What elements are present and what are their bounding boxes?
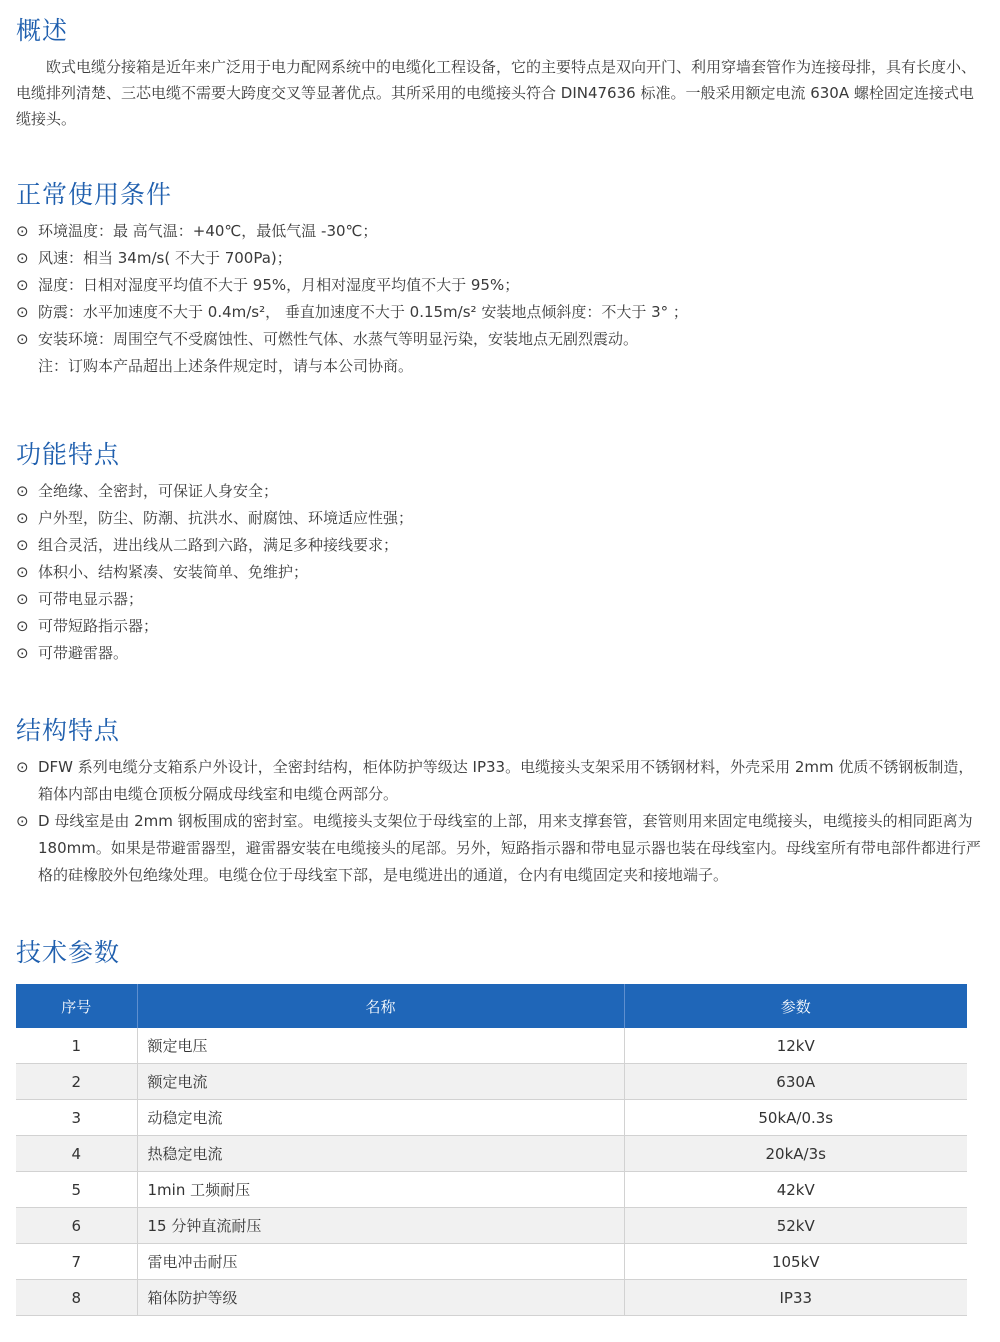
feature-text: 户外型，防尘、防潮、抗洪水、耐腐蚀、环境适应性强；: [38, 509, 414, 527]
conditions-note: 注：订购本产品超出上述条件规定时，请与本公司协商。: [38, 357, 414, 375]
bullet-icon: ⊙: [16, 812, 29, 830]
row-value: 42kV: [624, 1172, 967, 1208]
table-row: [16, 1208, 967, 1244]
condition-text: 湿度：日相对湿度平均值不大于 95%，月相对湿度平均值不大于 95%；: [38, 276, 520, 294]
list-item: [16, 532, 982, 559]
table-row: [16, 1280, 967, 1316]
list-item: [16, 640, 982, 667]
row-index: 3: [16, 1100, 137, 1136]
table-row: [16, 1244, 967, 1280]
row-value: 105kV: [624, 1244, 967, 1280]
structure-section: [16, 714, 982, 889]
bullet-icon: ⊙: [16, 644, 29, 662]
feature-text: 体积小、结构紧凑、安装简单、免维护；: [38, 563, 309, 581]
list-item: [16, 478, 982, 505]
row-name: 额定电压: [137, 1028, 624, 1064]
bullet-icon: ⊙: [16, 330, 29, 348]
list-item: [16, 586, 982, 613]
table-row: [16, 1172, 967, 1208]
overview-heading: 概述: [16, 16, 69, 45]
list-item: [16, 505, 982, 532]
header-value: 参数: [624, 984, 967, 1028]
feature-text: 可带电显示器；: [38, 590, 144, 608]
features-list: [16, 478, 982, 667]
row-index: 4: [16, 1136, 137, 1172]
row-value: 630A: [624, 1064, 967, 1100]
bullet-icon: ⊙: [16, 482, 29, 500]
row-name: 热稳定电流: [137, 1136, 624, 1172]
structure-text: DFW 系列电缆分支箱系户外设计，全密封结构，柜体防护等级达 IP33。电缆接头支架采用不锈钢材料，外壳采用 2mm 优质不锈钢板制造，箱体内部由电缆仓顶板分隔成母线室和电缆仓两部分。: [38, 758, 974, 803]
bullet-icon: ⊙: [16, 509, 29, 527]
condition-text: 环境温度：最 高气温：+40℃，最低气温 -30℃；: [38, 222, 378, 240]
row-name: 箱体防护等级: [137, 1280, 624, 1316]
feature-text: 可带避雷器。: [38, 644, 129, 662]
features-heading: 功能特点: [16, 440, 121, 469]
condition-text: 防震：水平加速度不大于 0.4m/s²， 垂直加速度不大于 0.15m/s² 安装地点倾斜度：不大于 3° ；: [38, 303, 688, 321]
list-item: [16, 218, 982, 245]
bullet-icon: ⊙: [16, 222, 29, 240]
row-name: 雷电冲击耐压: [137, 1244, 624, 1280]
feature-text: 全绝缘、全密封，可保证人身安全；: [38, 482, 279, 500]
row-name: 额定电流: [137, 1064, 624, 1100]
feature-text: 可带短路指示器；: [38, 617, 159, 635]
overview-paragraph: 欧式电缆分接箱是近年来广泛用于电力配网系统中的电缆化工程设备，它的主要特点是双向开门、利用穿墙套管作为连接母排，具有长度小、电缆排列清楚、三芯电缆不需要大跨度交叉等显著优点。其所采用的电缆接头符合 DIN47636 标准。一般采用额定电流 630A 螺栓固定连接式电缆接头。: [16, 58, 977, 128]
structure-list: [16, 754, 982, 889]
conditions-section: [16, 178, 982, 380]
condition-text: 风速：相当 34m/s( 不大于 700Pa)；: [38, 249, 292, 267]
row-value: 52kV: [624, 1208, 967, 1244]
bullet-icon: ⊙: [16, 536, 29, 554]
row-value: 12kV: [624, 1028, 967, 1064]
table-row: [16, 1028, 967, 1064]
header-index: 序号: [16, 984, 137, 1028]
bullet-icon: ⊙: [16, 758, 29, 776]
specs-section: [16, 936, 982, 970]
list-item: [16, 272, 982, 299]
bullet-icon: ⊙: [16, 249, 29, 267]
row-index: 5: [16, 1172, 137, 1208]
row-index: 2: [16, 1064, 137, 1100]
bullet-icon: ⊙: [16, 303, 29, 321]
list-item: [16, 808, 982, 889]
bullet-icon: ⊙: [16, 563, 29, 581]
conditions-heading: 正常使用条件: [16, 180, 173, 209]
list-item: [16, 299, 982, 326]
list-item: [16, 559, 982, 586]
row-value: IP33: [624, 1280, 967, 1316]
row-name: 15 分钟直流耐压: [137, 1208, 624, 1244]
features-section: [16, 438, 982, 667]
row-index: 6: [16, 1208, 137, 1244]
row-index: 8: [16, 1280, 137, 1316]
structure-heading: 结构特点: [16, 716, 121, 745]
table-row: [16, 1100, 967, 1136]
row-value: 20kA/3s: [624, 1136, 967, 1172]
row-index: 7: [16, 1244, 137, 1280]
row-name: 动稳定电流: [137, 1100, 624, 1136]
table-row: [16, 1064, 967, 1100]
overview-section: [16, 14, 982, 132]
row-value: 50kA/0.3s: [624, 1100, 967, 1136]
table-header-row: [16, 984, 967, 1028]
row-name: 1min 工频耐压: [137, 1172, 624, 1208]
specs-table: [16, 984, 967, 1316]
bullet-icon: ⊙: [16, 617, 29, 635]
header-name: 名称: [137, 984, 624, 1028]
feature-text: 组合灵活，进出线从二路到六路，满足多种接线要求；: [38, 536, 399, 554]
table-row: [16, 1136, 967, 1172]
row-index: 1: [16, 1028, 137, 1064]
list-item: [16, 245, 982, 272]
list-item: [16, 613, 982, 640]
bullet-icon: ⊙: [16, 276, 29, 294]
bullet-icon: ⊙: [16, 590, 29, 608]
structure-text: D 母线室是由 2mm 钢板围成的密封室。电缆接头支架位于母线室的上部，用来支撑套管，套管则用来固定电缆接头，电缆接头的相同距离为 180mm。如果是带避雷器型，避雷器安装在电缆接头的尾部。另外，短路指示器和带电显示器也装在母线室内。母线室所有带电部件都进行严格的硅橡胶外包绝缘处理。电缆仓位于母线室下部，是电缆进出的通道，仓内有电缆固定夹和接地端子。: [38, 812, 981, 884]
condition-text: 安装环境：周围空气不受腐蚀性、可燃性气体、水蒸气等明显污染，安装地点无剧烈震动。: [38, 330, 639, 348]
list-item: [16, 326, 982, 353]
specs-heading: 技术参数: [16, 938, 121, 967]
conditions-list: [16, 218, 982, 353]
list-item: [16, 754, 982, 808]
